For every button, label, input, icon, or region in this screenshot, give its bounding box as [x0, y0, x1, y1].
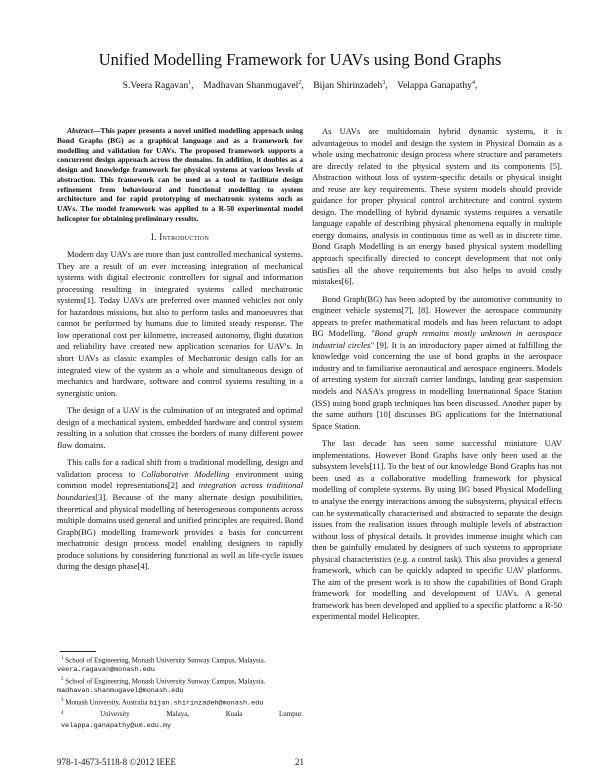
paragraph-text: The design of a UAV is the culmination of an integrated and optimal design of a mechanical system, embedded hardware and control system resulting in a solution that crosses the borders of many different power flow domains.	[57, 405, 303, 450]
author-mark: 3	[382, 80, 386, 86]
section-heading	[57, 232, 303, 244]
author: Bijan Shirinzadeh	[313, 80, 383, 92]
footnote-4-email-line	[57, 721, 303, 731]
right-body	[312, 126, 562, 623]
body-paragraph	[312, 126, 562, 288]
footnote-text: Monash University, Australia	[65, 698, 148, 707]
footnote-mark: 3	[61, 698, 64, 704]
author-separator: ,	[301, 80, 304, 92]
left-column	[57, 126, 303, 573]
footnote-mark: 4	[61, 710, 64, 716]
paragraph-text: [9]. It is an introductory paper aimed at fulfilling the knowledge void concerning the use of bond graphs in the aerospace industry and to familiarise aeronautical and aerospace engineers. Models of arresting system for aircraft carrier landings, landing gear suspension models and NASA's progress in modelling International Space Station (ISS) using bond graph techniques has been discussed. Another paper by the same authors [10] discusses BG applications for the International Space Station.	[312, 339, 562, 431]
footnotes	[57, 655, 303, 732]
footnote-email[interactable]: velappa.ganapathy@um.edu.my	[61, 721, 172, 730]
emphasis-text: Collaborative Modelling	[141, 468, 230, 479]
paragraph-text: The last decade has seen some successful miniature UAV implementations. However Bond Graphs have only been used at the subsystem levels[11]. To the best of our knowledge Bond Graphs has not been used as a collaborative modelling framework for physical modelling of complete systems. By using BG based Physical Modelling to analyse the energy interactions among the subsystems, physical effects can be systematically characterised and abstracted to separate the design issues from the realisation issues through multiple levels of abstraction without loss of physical details. It provides immense insight which can then be gainfully emulated by designers of such systems to appropriate physical characteristics (e.g. a control task). This also provides a general framework, which can be quickly adapted to specific UAV platforms. The aim of the present work is to show the capabilities of Bond Graph framework for modelling and development of UAVs. A general framework has been developed and applied to a specific platform: a R-50 experimental model Helicopter.	[312, 438, 562, 622]
footnote-text: Malaya,	[166, 709, 190, 718]
footnote-rule	[60, 651, 96, 652]
section-title: Introduction	[159, 231, 210, 242]
body-paragraph	[57, 249, 303, 399]
author-mark: 1	[188, 80, 192, 86]
footnote-mark: 1	[61, 656, 64, 661]
author-mark: 2	[298, 80, 302, 86]
footnote-email[interactable]: bijan.shirinzadeh@monash.edu	[149, 699, 264, 708]
right-column	[312, 126, 562, 623]
paragraph-text: As UAVs are multidomain hybrid dynamic systems, it is advantageous to model and design the system in Physical Domain as a whole using mechatronic design process where structure and parameters are directly related to the physical system and its components [5]. Abstraction without loss of system-specific details or physical insight and reuse are key requirements. These system models should provide guidance for proper physical control architecture and control system design. The modelling of hybrid dynamic systems requires a versatile language capable of describing physical phenomena equally in multiple energy domains, analysis in continuous time as well as in discrete time. Bond Graph Modelling is an energy based physical system modelling approach specifically directed to concept development that not only satisfies all the above requirements but also helps to avoid costly mistakes[6].	[312, 126, 562, 287]
footnote-1	[57, 655, 303, 675]
author-separator: ,	[474, 80, 478, 92]
emphasis-text: "Bond graph remains mostly unknown in aerospace industrial circles"	[312, 328, 562, 350]
body-paragraph	[312, 438, 562, 623]
footnote-mark: 2	[61, 677, 64, 683]
footnote-2	[57, 676, 303, 696]
author-mark: 4	[471, 80, 475, 86]
left-body	[57, 249, 303, 573]
footnote-text: Kuala	[225, 709, 243, 718]
body-paragraph	[312, 294, 562, 433]
paragraph-text: environment using common model representations[2] and	[57, 468, 303, 491]
footnote-text: University	[100, 709, 130, 718]
body-paragraph	[57, 405, 303, 451]
body-paragraph	[57, 457, 303, 572]
footnote-text: Lumpur.	[279, 709, 303, 718]
footnote-text: School of Engineering, Monash University Sunway Campus, Malaysia.	[65, 677, 266, 686]
author-list	[20, 80, 580, 91]
footer-isbn: 978-1-4673-5118-8 ©2012 IEEE	[57, 757, 176, 767]
footnote-4	[57, 710, 303, 720]
paragraph-text: Bond Graph(BG) has been adopted by the automotive community to engineer vehicle systems[7], [8]. However the aerospace community appears to prefer mathematical models and has been reluctant to adopt BG Modelling.	[312, 293, 562, 339]
paper-title: Unified Modelling Framework for UAVs using Bond Graphs	[98, 50, 502, 69]
author-separator: ,	[385, 80, 388, 92]
abstract-label: Abstract	[67, 126, 93, 135]
paragraph-text: Modern day UAVs are more than just controlled mechanical systems. They are a result of an ever increasing integration of mechanical systems with digital electronic controllers for signal and information processing resulting in integrated systems called mechatronic systems[1]. Today UAVs are preferred over manned vehicles not only for hazardous missions, but also to perform tasks and manoeuvres that cannot be performed by humans due to limited steady response. The low operational cost per kilometre, increased autonomy, flight duration and reliability have created new application scenarios for UAV's. In short UAVs as classic examples of Mechatronic design calls for an integrated view of the system as a whole and simultaneous design of mechanics and hardware, software and control systems resulting in a synergistic union.	[57, 249, 303, 398]
section-number: I.	[150, 231, 157, 242]
paragraph-text: This calls for a radical shift from a traditional modelling, design and validation process to	[57, 457, 303, 479]
author-separator: ,	[191, 80, 194, 92]
footnote-email[interactable]: veera.ragavan@monash.edu	[57, 666, 155, 675]
abstract	[57, 126, 303, 224]
page-number: 21	[295, 757, 304, 767]
abstract-text: —This paper presents a novel unified modelling approach using Bond Graphs (BG) as a graphical language and as a framework for modelling and validation for UAVs. The proposed framework supports a concurrent design approach across the domains. In addition, it doubles as a design and knowledge framework for physical systems at various levels of abstraction. This framework can be used as a tool to facilitate design refinement from behavioural and functional modelling to system architecture and for rapid prototyping of mechatronic systems such as UAVs. The model framework was applied to a R-50 experimental model helicopter for obtaining preliminary results.	[57, 126, 303, 223]
footnote-3	[57, 697, 303, 708]
author: Velappa Ganapathy	[397, 80, 472, 92]
author: S.Veera Ragavan	[122, 80, 189, 92]
footnote-text: School of Engineering, Monash University Sunway Campus, Malaysia.	[65, 656, 266, 665]
footnote-email[interactable]: madhavan.shanmugavel@monash.edu	[57, 687, 184, 696]
paragraph-text: [3]. Because of the many alternate design possibilities, theoretical and physical modelling of heterogeneous components across multiple domains used general and unified principles are required. Bond Graph(BG) modelling framework provides a basis for concurrent mechatronic design process model enabling designers to rapidly produce solutions by considering functional as well as life-cycle issues during the design phase[4].	[57, 491, 303, 572]
author: Madhavan Shanmugavel	[203, 80, 299, 92]
emphasis-text: integration across traditional boundaries	[57, 480, 303, 502]
